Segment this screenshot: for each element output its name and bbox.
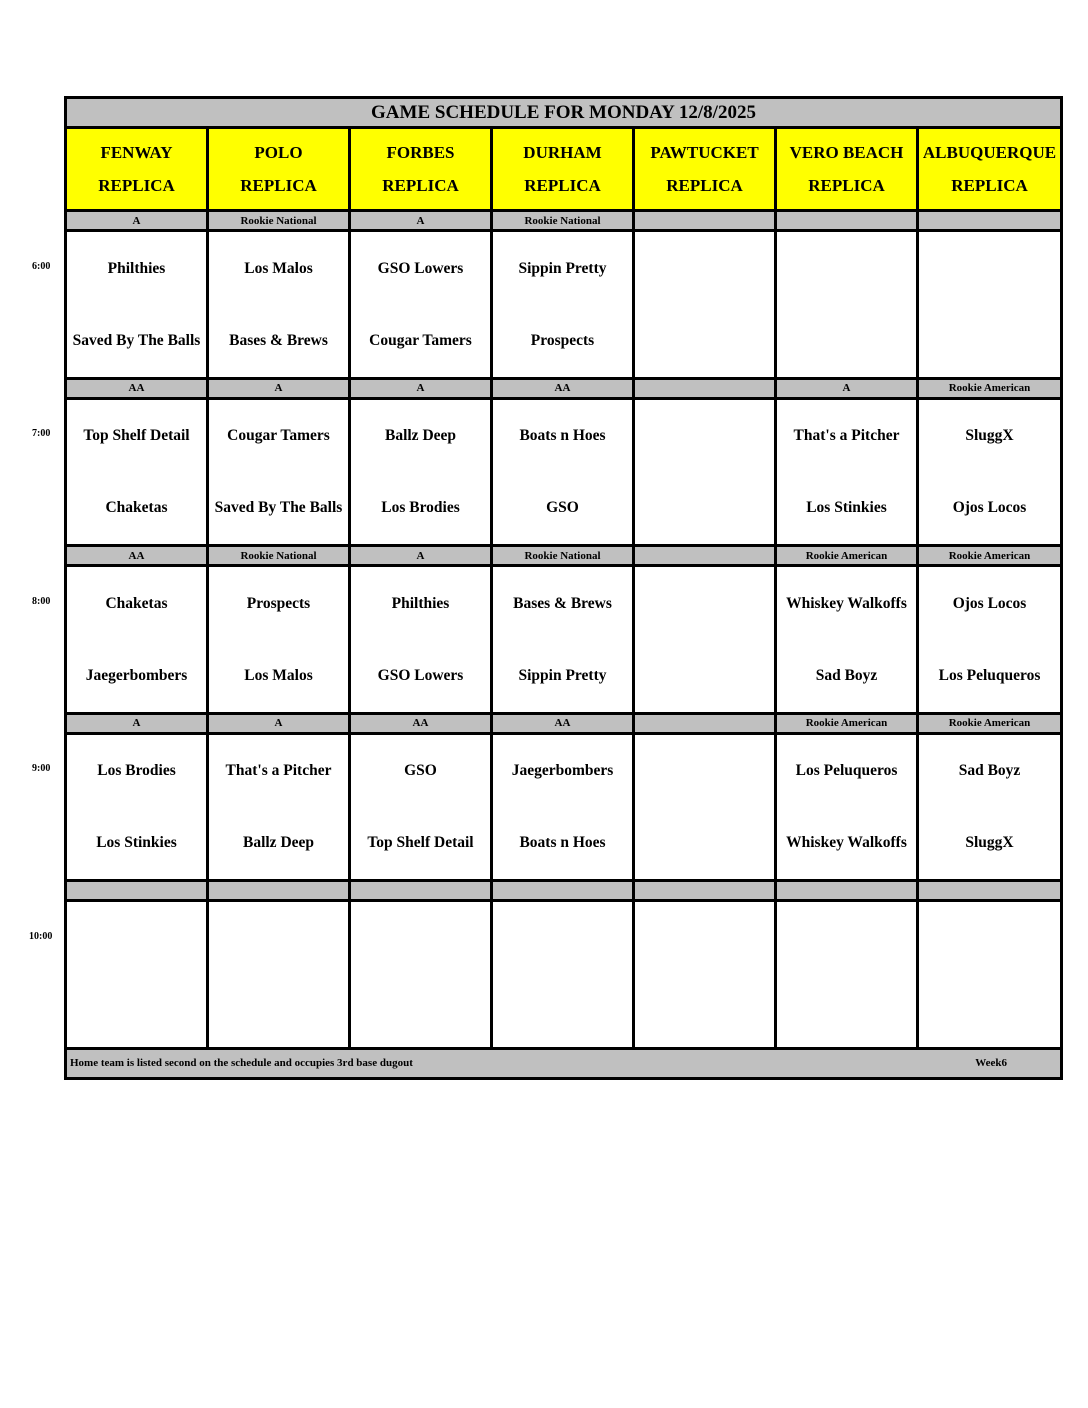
division-label [492,881,634,901]
away-team: Philthies [391,594,450,612]
home-team: Bases & Brews [229,331,328,349]
home-team: Prospects [530,331,595,349]
home-team [919,974,1060,1046]
home-team: Ojos Locos [952,499,1027,517]
away-team [635,735,774,807]
field-subtitle: REPLICA [808,176,885,196]
game-cell [634,398,776,545]
game-cell [776,566,918,713]
field-name: FORBES [386,143,455,163]
division-label: Rookie American [918,378,1062,398]
home-team [351,974,490,1046]
game-cell [634,566,776,713]
home-team: Saved By The Balls [214,499,343,517]
game-cell [208,566,350,713]
home-team [67,974,206,1046]
away-team: Prospects [246,594,311,612]
division-label: A [66,211,208,231]
schedule-footer [66,1048,1062,1078]
division-label: A [776,378,918,398]
field-header-fenway [66,128,208,211]
division-label: AA [492,378,634,398]
game-cell [350,566,492,713]
field-subtitle: REPLICA [666,176,743,196]
field-header-albuquerque [918,128,1062,211]
field-subtitle: REPLICA [524,176,601,196]
division-label: Rookie National [492,211,634,231]
home-team [919,304,1060,376]
game-cell [776,733,918,880]
time-label: 10:00 [29,930,53,942]
division-label: AA [350,713,492,733]
division-label [634,546,776,566]
division-label: A [350,211,492,231]
schedule-table [64,96,1063,1080]
division-label [776,881,918,901]
game-cell [918,398,1062,545]
away-team: GSO Lowers [377,259,464,277]
field-name: DURHAM [523,143,602,163]
field-header-durham [492,128,634,211]
home-team: Los Brodies [381,499,460,517]
division-label: Rookie American [776,546,918,566]
field-header-vero-beach [776,128,918,211]
game-cell [634,231,776,378]
division-label [66,881,208,901]
away-team: Cougar Tamers [227,427,330,445]
division-label: A [350,378,492,398]
field-header-polo [208,128,350,211]
home-team: Chaketas [105,499,168,517]
division-label: Rookie American [918,546,1062,566]
game-cell [350,398,492,545]
away-team: Los Brodies [97,762,176,780]
away-team: Philthies [107,259,166,277]
home-team [635,807,774,879]
field-subtitle: REPLICA [382,176,459,196]
field-name: POLO [254,143,303,163]
home-team: Los Stinkies [806,499,887,517]
division-label: Rookie National [208,546,350,566]
home-team: Sippin Pretty [518,666,607,684]
home-team: GSO [546,499,579,517]
division-label [918,211,1062,231]
away-team [67,902,206,974]
field-subtitle: REPLICA [240,176,317,196]
home-team: Los Malos [244,666,313,684]
away-team: SluggX [965,427,1014,445]
division-label [776,211,918,231]
division-label: AA [492,713,634,733]
away-team [209,902,348,974]
time-label: 8:00 [32,595,51,607]
division-label: AA [66,546,208,566]
game-cell [492,566,634,713]
home-team [635,639,774,711]
away-team [351,902,490,974]
away-team [919,902,1060,974]
division-label [208,881,350,901]
division-label [634,378,776,398]
game-cell [634,733,776,880]
time-label: 9:00 [32,763,51,775]
division-label: Rookie National [492,546,634,566]
field-name: ALBUQUERQUE [922,143,1057,163]
home-team: Los Peluqueros [938,666,1041,684]
field-subtitle: REPLICA [98,176,175,196]
away-team [493,902,632,974]
game-cell [208,398,350,545]
game-cell [492,398,634,545]
division-label: Rookie American [918,713,1062,733]
game-cell [918,231,1062,378]
division-label: A [208,378,350,398]
division-label: A [66,713,208,733]
schedule-title: GAME SCHEDULE FOR MONDAY 12/8/2025 [66,98,1062,128]
division-label [634,211,776,231]
away-team [635,902,774,974]
home-team: Los Stinkies [96,834,177,852]
division-label: Rookie American [776,713,918,733]
division-label [634,713,776,733]
field-subtitle: REPLICA [951,176,1028,196]
game-cell [776,231,918,378]
home-team [493,974,632,1046]
home-team: Top Shelf Detail [367,834,474,852]
home-team: Jaegerbombers [85,666,188,684]
away-team: Bases & Brews [513,594,612,612]
division-label [918,881,1062,901]
away-team: Sippin Pretty [518,259,607,277]
game-cell [918,901,1062,1048]
game-cell [208,901,350,1048]
away-team [777,232,916,304]
away-team [635,232,774,304]
game-cell [66,231,208,378]
home-team: GSO Lowers [377,666,464,684]
game-cell [776,398,918,545]
game-cell [66,566,208,713]
away-team [635,400,774,472]
away-team: Ojos Locos [952,594,1027,612]
game-cell [350,901,492,1048]
week-label: Week6 [975,1057,1007,1070]
away-team: Los Malos [244,259,313,277]
away-team: Los Peluqueros [795,762,898,780]
away-team [919,232,1060,304]
home-team [777,974,916,1046]
division-label [350,881,492,901]
division-label [634,881,776,901]
field-header-pawtucket [634,128,776,211]
away-team: Whiskey Walkoffs [786,594,907,612]
home-team [635,472,774,544]
division-label: AA [66,378,208,398]
division-label: A [350,546,492,566]
division-label: Rookie National [208,211,350,231]
field-name: PAWTUCKET [650,143,759,163]
game-cell [350,733,492,880]
home-team [635,304,774,376]
game-cell [918,566,1062,713]
home-team: Boats n Hoes [519,834,606,852]
game-cell [66,901,208,1048]
game-cell [66,398,208,545]
away-team [777,902,916,974]
game-cell [776,901,918,1048]
home-team: Ballz Deep [242,834,315,852]
home-team: Saved By The Balls [72,331,201,349]
game-cell [66,733,208,880]
home-team [209,974,348,1046]
away-team: Jaegerbombers [511,762,614,780]
time-label: 7:00 [32,428,51,440]
game-cell [634,901,776,1048]
time-label: 6:00 [32,260,51,272]
home-team: Sad Boyz [815,666,878,684]
division-label: A [208,713,350,733]
away-team: Boats n Hoes [519,427,606,445]
away-team: GSO [404,762,437,780]
away-team [635,567,774,639]
game-cell [492,901,634,1048]
away-team: Ballz Deep [384,427,457,445]
home-team [635,974,774,1046]
field-name: VERO BEACH [789,143,904,163]
away-team: Sad Boyz [958,762,1021,780]
game-cell [208,733,350,880]
game-cell [918,733,1062,880]
game-cell [492,733,634,880]
field-name: FENWAY [100,143,173,163]
home-team [777,304,916,376]
away-team: Chaketas [105,594,168,612]
away-team: Top Shelf Detail [83,427,190,445]
game-cell [208,231,350,378]
field-header-forbes [350,128,492,211]
home-team: Cougar Tamers [369,331,472,349]
home-team: SluggX [965,834,1014,852]
home-team: Whiskey Walkoffs [786,834,907,852]
away-team: That's a Pitcher [793,427,900,445]
away-team: That's a Pitcher [225,762,332,780]
game-cell [350,231,492,378]
footer-note: Home team is listed second on the schedule and occupies 3rd base dugout [70,1057,413,1070]
game-cell [492,231,634,378]
